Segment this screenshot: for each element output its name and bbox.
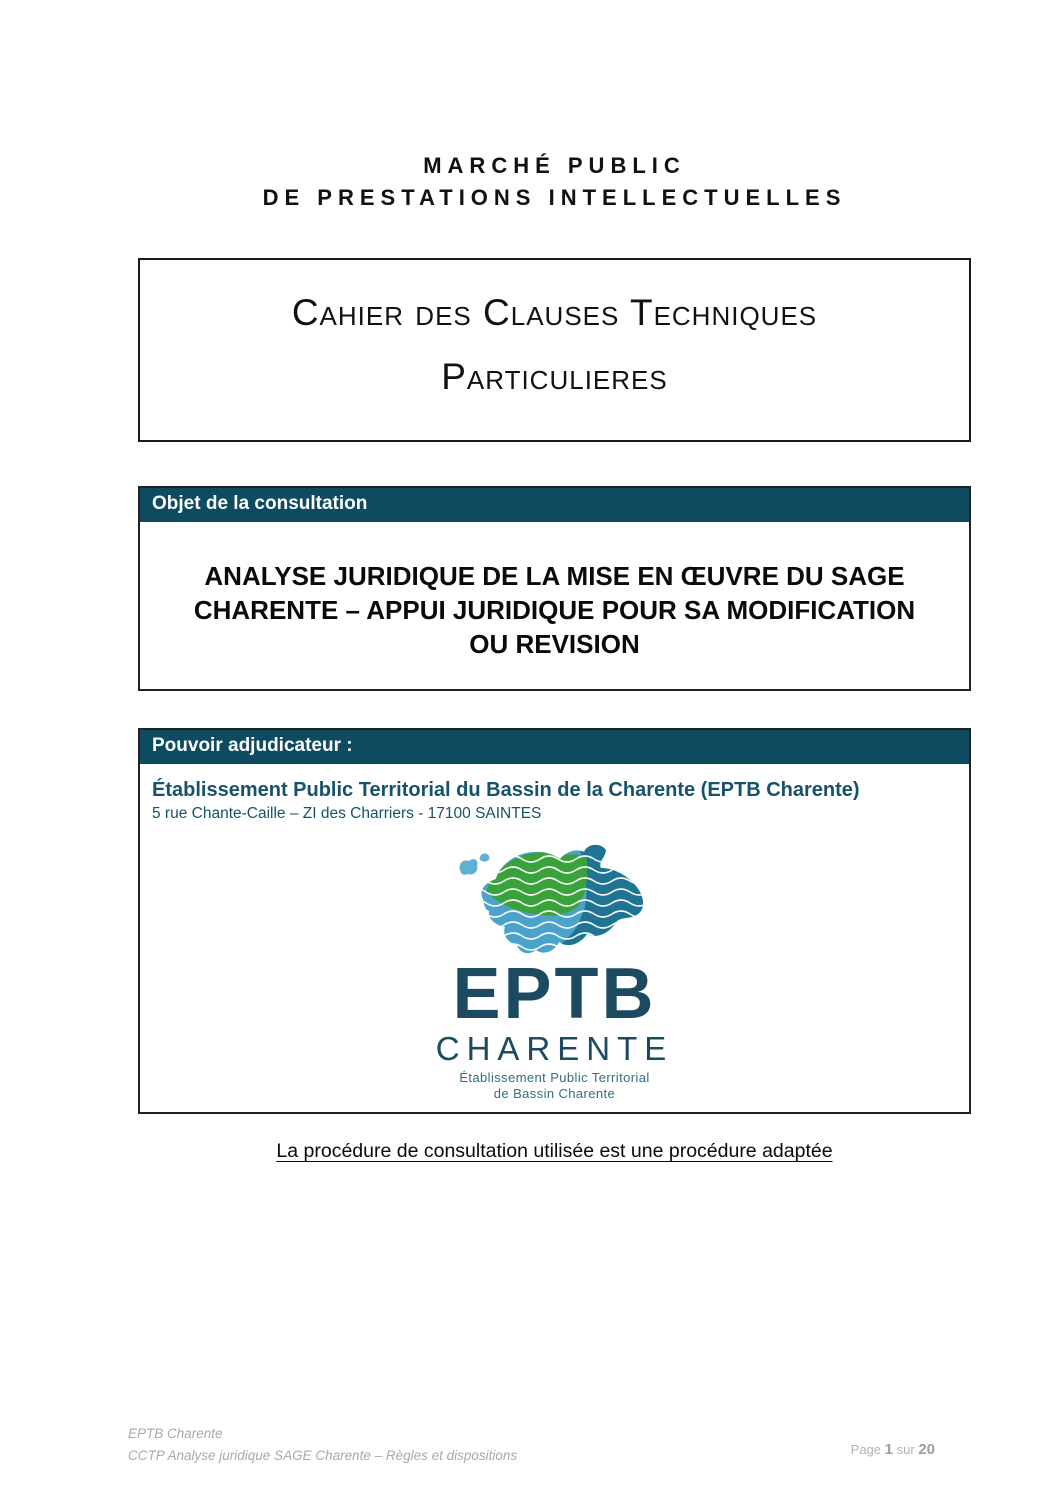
- main-title-box: [138, 258, 971, 442]
- org-name: Établissement Public Territorial du Bassin de la Charente (EPTB Charente): [152, 779, 860, 801]
- pouvoir-body: [140, 764, 969, 1102]
- main-title-line-2: Particulieres: [441, 356, 668, 397]
- logo-tagline: [152, 1070, 957, 1102]
- objet-section: [138, 486, 971, 691]
- org-address: 5 rue Chante-Caille – ZI des Charriers - 17100 SAINTES: [152, 805, 542, 822]
- footer-page-of: sur: [896, 1442, 915, 1457]
- footer-page-number: 1: [884, 1441, 893, 1458]
- objet-banner: Objet de la consultation: [140, 488, 969, 522]
- objet-body-line-2: CHARENTE – APPUI JURIDIQUE POUR SA MODIFICATION: [193, 595, 916, 625]
- pouvoir-section: [138, 728, 971, 1114]
- footer-page-indicator: [851, 1441, 935, 1458]
- objet-body-line-3: OU REVISION: [469, 629, 640, 659]
- document-header: [138, 150, 971, 214]
- footer-page-total: 20: [918, 1441, 935, 1458]
- objet-body: [140, 522, 969, 661]
- footer-doc-owner: EPTB Charente: [128, 1426, 223, 1441]
- logo-tagline-line-1: Établissement Public Territorial: [459, 1070, 650, 1085]
- footer-doc-info: [128, 1423, 517, 1467]
- objet-body-line-1: ANALYSE JURIDIQUE DE LA MISE EN ŒUVRE DU SAGE: [204, 561, 905, 591]
- main-title-line-1: Cahier des Clauses Techniques: [291, 292, 818, 333]
- pouvoir-banner: Pouvoir adjudicateur :: [140, 730, 969, 764]
- basin-map-icon: [450, 843, 660, 957]
- procedure-note: La procédure de consultation utilisée est une procédure adaptée: [276, 1140, 833, 1162]
- logo-acronym: EPTB: [452, 954, 657, 1034]
- footer-doc-title: CCTP Analyse juridique SAGE Charente – Règles et dispositions: [128, 1448, 518, 1463]
- footer-page-label: Page: [850, 1442, 882, 1457]
- logo-name: CHARENTE: [435, 1030, 674, 1067]
- eptb-logo: [152, 843, 957, 1102]
- header-line-1: MARCHÉ PUBLIC: [423, 153, 686, 178]
- logo-tagline-line-2: de Bassin Charente: [493, 1086, 616, 1101]
- header-line-2: DE PRESTATIONS INTELLECTUELLES: [262, 185, 847, 210]
